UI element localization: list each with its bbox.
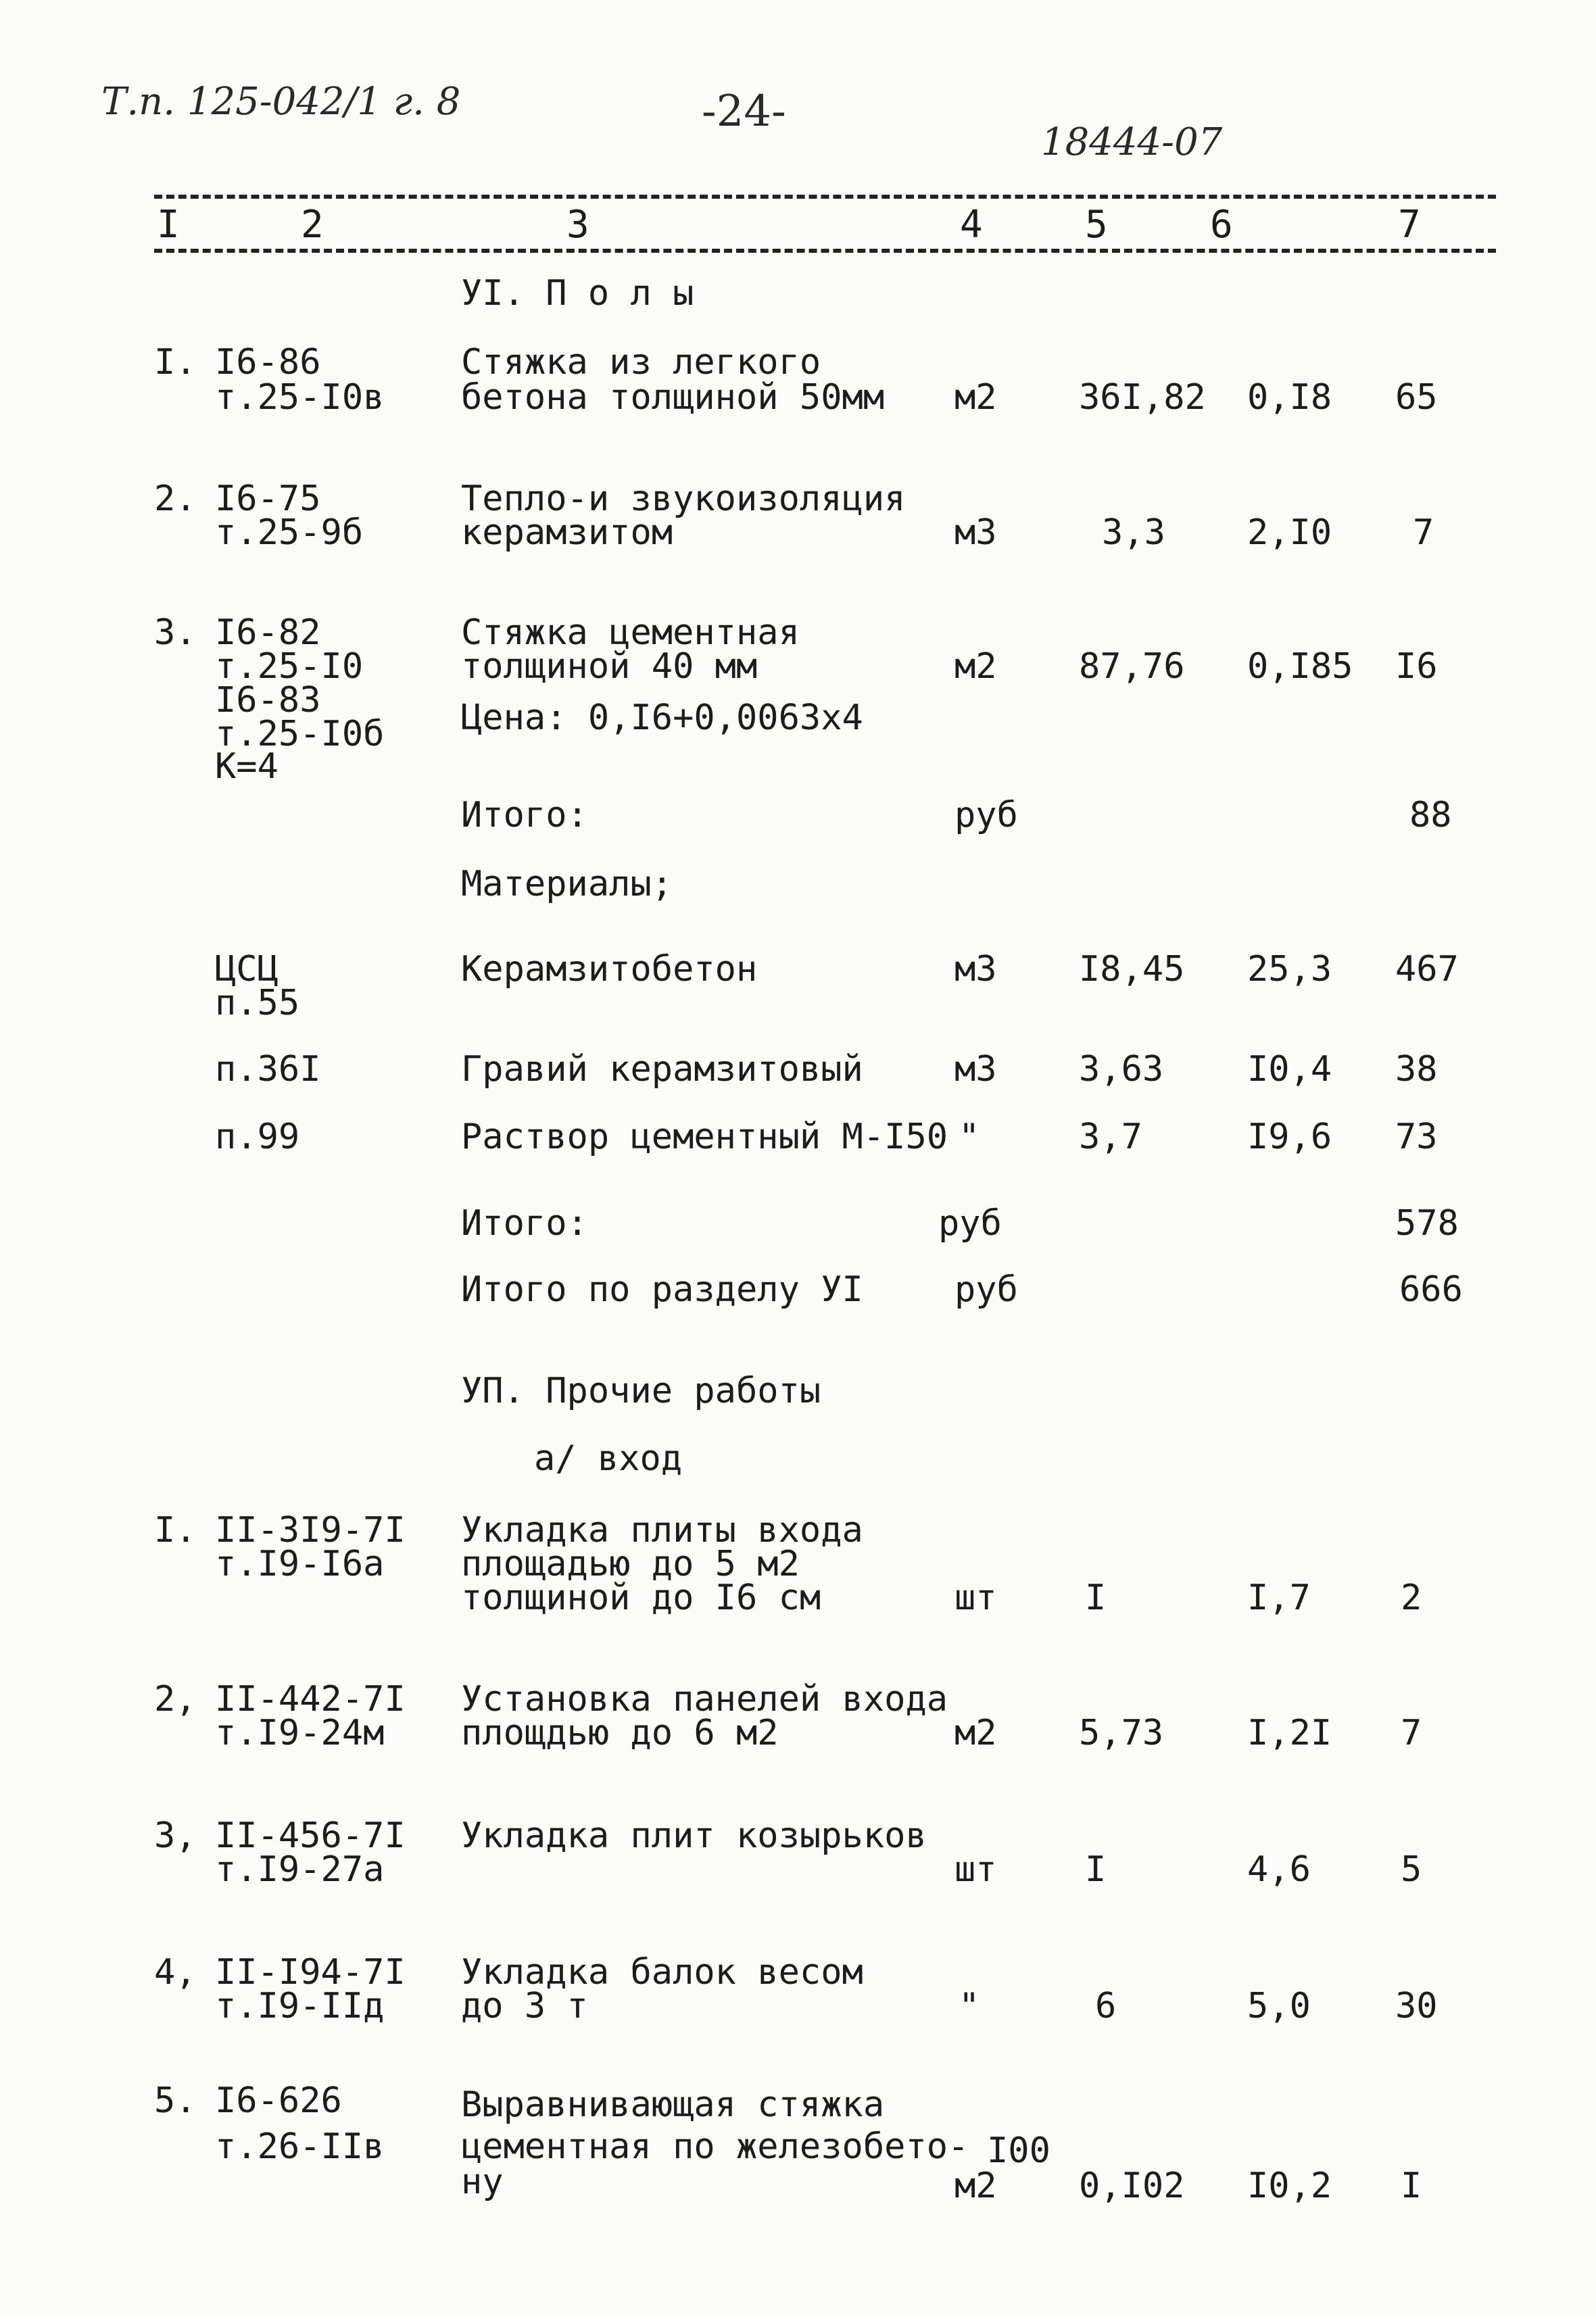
unit-price: 25,3 <box>1247 949 1332 990</box>
work-description: толщиной до I6 см <box>461 1578 821 1618</box>
unit-price: 0,I85 <box>1247 646 1353 687</box>
header-top-rule <box>154 195 1496 199</box>
total-cost: 30 <box>1395 1986 1438 2026</box>
unit: руб <box>954 1269 1018 1310</box>
norm-code: II-456-7I <box>215 1816 406 1856</box>
section-total-value: 666 <box>1399 1269 1463 1310</box>
total-cost: I <box>1401 2166 1422 2206</box>
unit-price: 0,I8 <box>1247 377 1332 418</box>
unit: руб <box>954 795 1018 835</box>
subtotal-value: 578 <box>1395 1203 1459 1244</box>
unit: " <box>959 1986 980 2026</box>
unit: шт <box>954 1849 997 1890</box>
norm-code: II-3I9-7I <box>215 1510 406 1551</box>
norm-table-ref: т.26-IIв <box>215 2126 385 2167</box>
norm-code: I6-83 <box>215 680 321 721</box>
material-description: Керамзитобетон <box>461 949 758 990</box>
unit-price: I0,2 <box>1247 2166 1332 2206</box>
unit: м3 <box>954 512 997 553</box>
row-number: 5. <box>154 2080 197 2121</box>
quantity: I <box>1085 1849 1107 1890</box>
work-description: Выравнивающая стяжка <box>461 2085 885 2125</box>
col-header-7: 7 <box>1398 203 1421 247</box>
col-header-3: 3 <box>566 203 589 247</box>
section-vi-title: УI. П о л ы <box>461 273 694 314</box>
section-total-label: Итого по разделу УI <box>461 1269 863 1310</box>
unit-price: 2,I0 <box>1247 512 1332 553</box>
subtotal-label: Итого: <box>461 795 588 835</box>
work-description: бетона толщиной 50мм <box>461 377 885 418</box>
unit-price: 5,0 <box>1247 1986 1311 2026</box>
norm-table-ref: т.25-I0в <box>215 377 385 418</box>
norm-table-ref: т.25-9б <box>215 512 364 553</box>
work-description: Стяжка из легкого <box>461 342 821 383</box>
row-number: I. <box>154 1510 197 1551</box>
quantity: 6 <box>1095 1986 1117 2026</box>
norm-code: II-442-7I <box>215 1679 406 1720</box>
work-description: керамзитом <box>461 512 673 553</box>
unit: шт <box>954 1578 997 1618</box>
unit-price: I,7 <box>1247 1578 1311 1618</box>
unit: м2 <box>954 2166 997 2206</box>
norm-table-ref: т.I9-24м <box>215 1713 385 1753</box>
subtotal-value: 88 <box>1409 795 1452 835</box>
material-code: ЦСЦ <box>215 949 279 990</box>
subtotal-label: Итого: <box>461 1203 588 1244</box>
col-header-2: 2 <box>301 203 324 247</box>
col-header-5: 5 <box>1085 203 1108 247</box>
unit: м2 <box>954 377 997 418</box>
material-description: Гравий керамзитовый <box>461 1049 863 1090</box>
material-code: п.55 <box>215 983 300 1023</box>
row-number: 2. <box>154 479 197 519</box>
total-cost: 38 <box>1395 1049 1438 1090</box>
col-header-6: 6 <box>1210 203 1233 247</box>
col-header-4: 4 <box>960 203 983 247</box>
quantity: 3,63 <box>1079 1049 1164 1090</box>
quantity: 0,I02 <box>1079 2166 1185 2206</box>
unit: м3 <box>954 1049 997 1090</box>
row-number: 2, <box>154 1679 197 1720</box>
unit-price: I,2I <box>1247 1713 1332 1753</box>
unit: руб <box>938 1203 1002 1244</box>
norm-table-ref: т.25-I0б <box>215 714 385 754</box>
row-number: 3, <box>154 1816 197 1856</box>
material-code: п.36I <box>215 1049 321 1090</box>
unit: м2 <box>954 1713 997 1753</box>
coefficient: К=4 <box>215 746 279 787</box>
norm-code: I6-86 <box>215 342 321 383</box>
materials-title: Материалы; <box>461 864 673 904</box>
handwritten-ref-code: Т.п. 125-042/1 г. 8 <box>101 80 461 124</box>
section-vii-subtitle: а/ вход <box>534 1438 683 1479</box>
norm-code: I6-626 <box>215 2080 342 2121</box>
total-cost: 2 <box>1401 1578 1422 1618</box>
quantity: 5,73 <box>1079 1713 1164 1753</box>
total-cost: 467 <box>1395 949 1459 990</box>
quantity: I8,45 <box>1079 949 1185 990</box>
total-cost: 7 <box>1413 512 1434 553</box>
unit-price: I0,4 <box>1247 1049 1332 1090</box>
work-description: толщиной 40 мм <box>461 646 758 687</box>
work-description: Укладка плит козырьков <box>461 1816 927 1856</box>
col-header-1: I <box>157 203 180 247</box>
handwritten-doc-number: 18444-07 <box>1041 120 1223 164</box>
unit-price: 4,6 <box>1247 1849 1311 1890</box>
norm-table-ref: т.I9-IIд <box>215 1986 385 2026</box>
norm-code: I6-75 <box>215 479 321 519</box>
material-description: Раствор цементный М-I50 <box>461 1117 948 1157</box>
quantity: 3,3 <box>1102 512 1165 553</box>
row-number: I. <box>154 342 197 383</box>
unit-price: I9,6 <box>1247 1117 1332 1157</box>
work-description: Тепло-и звукоизоляция <box>461 479 906 519</box>
unit: м2 <box>954 646 997 687</box>
work-description: площадью до 5 м2 <box>461 1544 800 1584</box>
page-number: -24- <box>702 87 786 137</box>
row-number: 4, <box>154 1952 197 1993</box>
work-description: цементная по железобето- <box>461 2126 969 2167</box>
work-description: до 3 т <box>461 1986 588 2026</box>
norm-code: I6-82 <box>215 612 321 653</box>
quantity: I <box>1085 1578 1107 1618</box>
quantity: 87,76 <box>1079 646 1185 687</box>
norm-code: II-I94-7I <box>215 1952 406 1993</box>
work-description: ну <box>461 2162 504 2202</box>
quantity: 36I,82 <box>1079 377 1206 418</box>
price-formula: Цена: 0,I6+0,0063х4 <box>461 698 863 738</box>
total-cost: 5 <box>1401 1849 1422 1890</box>
work-description: Установка панелей входа <box>461 1679 948 1720</box>
work-description: площдью до 6 м2 <box>461 1713 779 1753</box>
unit: м3 <box>954 949 997 990</box>
total-cost: 65 <box>1395 377 1438 418</box>
total-cost: 73 <box>1395 1117 1438 1157</box>
norm-table-ref: т.I9-I6а <box>215 1544 385 1584</box>
work-description: Стяжка цементная <box>461 612 800 653</box>
material-code: п.99 <box>215 1117 300 1157</box>
norm-table-ref: т.25-I0 <box>215 646 364 687</box>
norm-table-ref: т.I9-27а <box>215 1849 385 1890</box>
unit-multiplier: I00 <box>987 2130 1050 2171</box>
quantity: 3,7 <box>1079 1117 1142 1157</box>
section-vii-title: УП. Прочие работы <box>461 1371 821 1411</box>
work-description: Укладка плиты входа <box>461 1510 863 1551</box>
header-bottom-rule <box>154 249 1496 253</box>
work-description: Укладка балок весом <box>461 1952 863 1993</box>
row-number: 3. <box>154 612 197 653</box>
unit: " <box>959 1117 980 1157</box>
total-cost: I6 <box>1395 646 1438 687</box>
total-cost: 7 <box>1401 1713 1422 1753</box>
